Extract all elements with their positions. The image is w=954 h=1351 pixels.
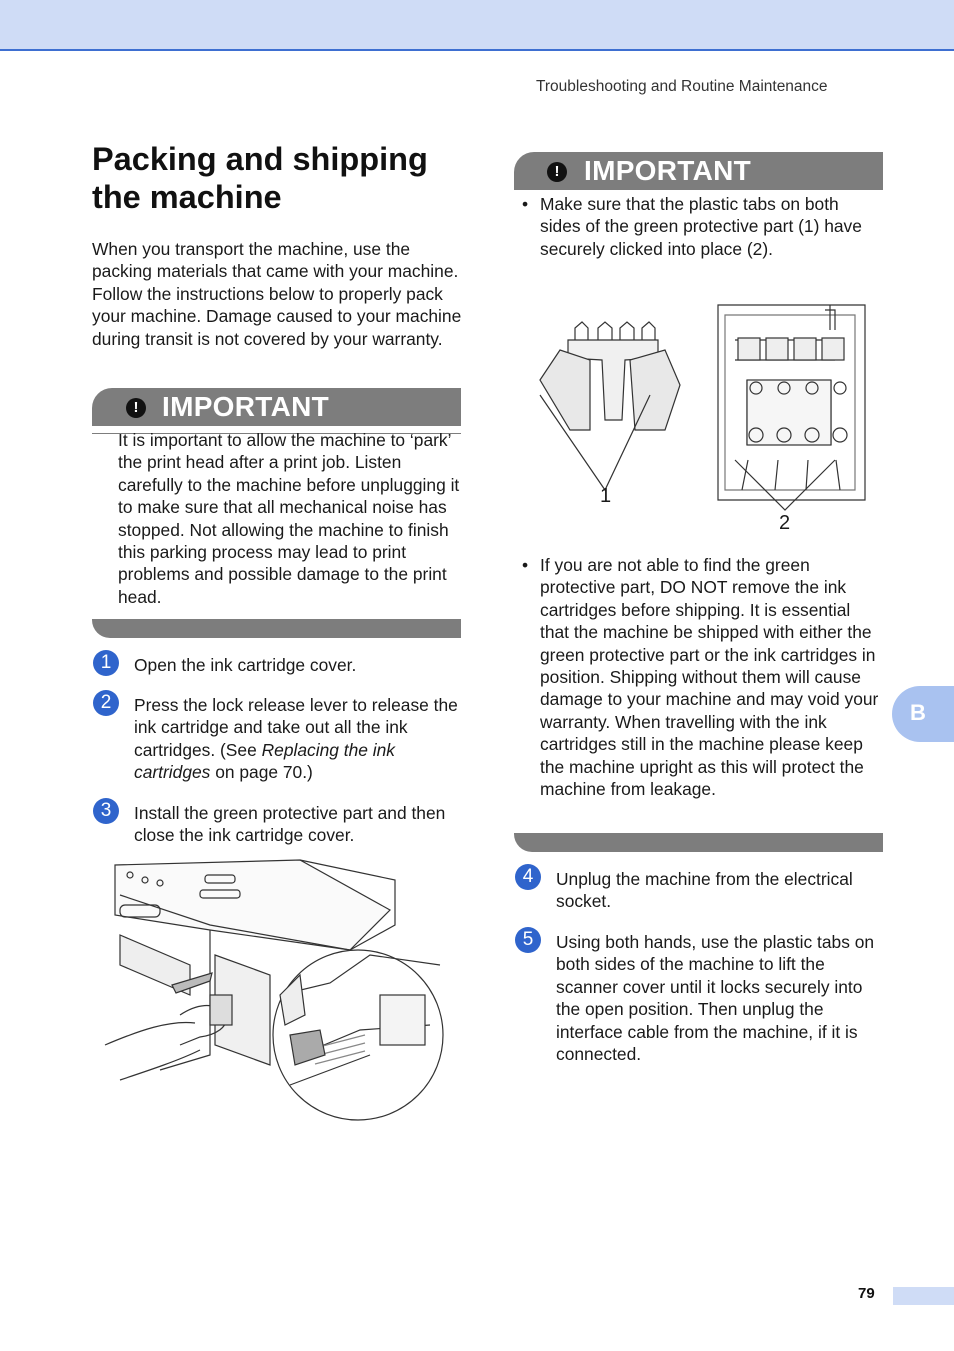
important-end-bar-1: [92, 619, 461, 638]
important-banner-2: [514, 152, 883, 190]
step-4-text: Unplug the machine from the electrical socket.: [556, 869, 853, 912]
cartridge-bay: [718, 305, 865, 500]
step-number-1: 1: [93, 650, 119, 676]
step-number-5: 5: [515, 927, 541, 953]
important-text-1: It is important to allow the machine to ‘park’ the print head after a print job. Listen carefully to the machine before unplugging it to make sure that all mechanical noise has stopped. Not allowing the machine to finish this parking process may lead to print problems and possible damage to the print head.: [118, 430, 460, 607]
exclamation-icon: !: [126, 398, 146, 418]
important-end-bar-2: [514, 833, 883, 852]
callout-1: 1: [600, 485, 612, 507]
important-banner-1: [92, 388, 461, 426]
important-label: IMPORTANT: [162, 391, 330, 422]
callout-2: 2: [779, 512, 791, 534]
bullet-marker: •: [522, 555, 529, 575]
step-2-text: Press the lock release lever to release the ink cartridge and take out all the ink cartridges. (See Replacing the ink cartridges on page 70.): [134, 695, 458, 783]
chapter-tab: B: [892, 686, 954, 742]
page-number-strip: [893, 1287, 954, 1305]
page-number: 79: [858, 1285, 875, 1302]
top-header-band: [0, 0, 954, 51]
step-1-text: Open the ink cartridge cover.: [134, 655, 357, 675]
important-bullet-2: • If you are not able to find the green protective part, DO NOT remove the ink cartridges before shipping. It is essential that the machine be shipped with either the green protective part or the ink cartridges in position. Shipping without them will cause damage to your machine and may void your warranty. When travelling with the ink cartridges still in the machine please keep the machine upright as this will protect the machine from leakage.: [522, 555, 879, 800]
page-title: Packing and shipping the machine: [92, 141, 428, 215]
step-number-3: 3: [93, 798, 119, 824]
step-number-2: 2: [93, 690, 119, 716]
step-3-text: Install the green protective part and then close the ink cartridge cover.: [134, 803, 446, 846]
running-header: Troubleshooting and Routine Maintenance: [536, 78, 828, 95]
install-protective-part-illustration: [100, 855, 450, 1125]
bullet-marker: •: [522, 194, 529, 214]
cross-reference-link: Replacing the ink cartridges: [134, 739, 396, 783]
intro-paragraph: When you transport the machine, use the packing materials that came with your machine. Follow the instructions below to properly pack your machine. Damage caused to your machine during transit is not covered by your warranty.: [92, 239, 462, 349]
step-5-text: Using both hands, use the plastic tabs on both sides of the machine to lift the scanner cover until it locks securely into the open position. Then unplug the interface cable from the machine, if it is connected.: [556, 932, 875, 1065]
protective-part-illustration: [530, 300, 875, 540]
important-label: IMPORTANT: [584, 155, 752, 186]
green-protective-part: [540, 322, 680, 430]
important-bullet-1: • Make sure that the plastic tabs on both sides of the green protective part (1) have securely clicked into place (2).: [522, 194, 862, 259]
exclamation-icon: !: [547, 162, 567, 182]
step-number-4: 4: [515, 864, 541, 890]
